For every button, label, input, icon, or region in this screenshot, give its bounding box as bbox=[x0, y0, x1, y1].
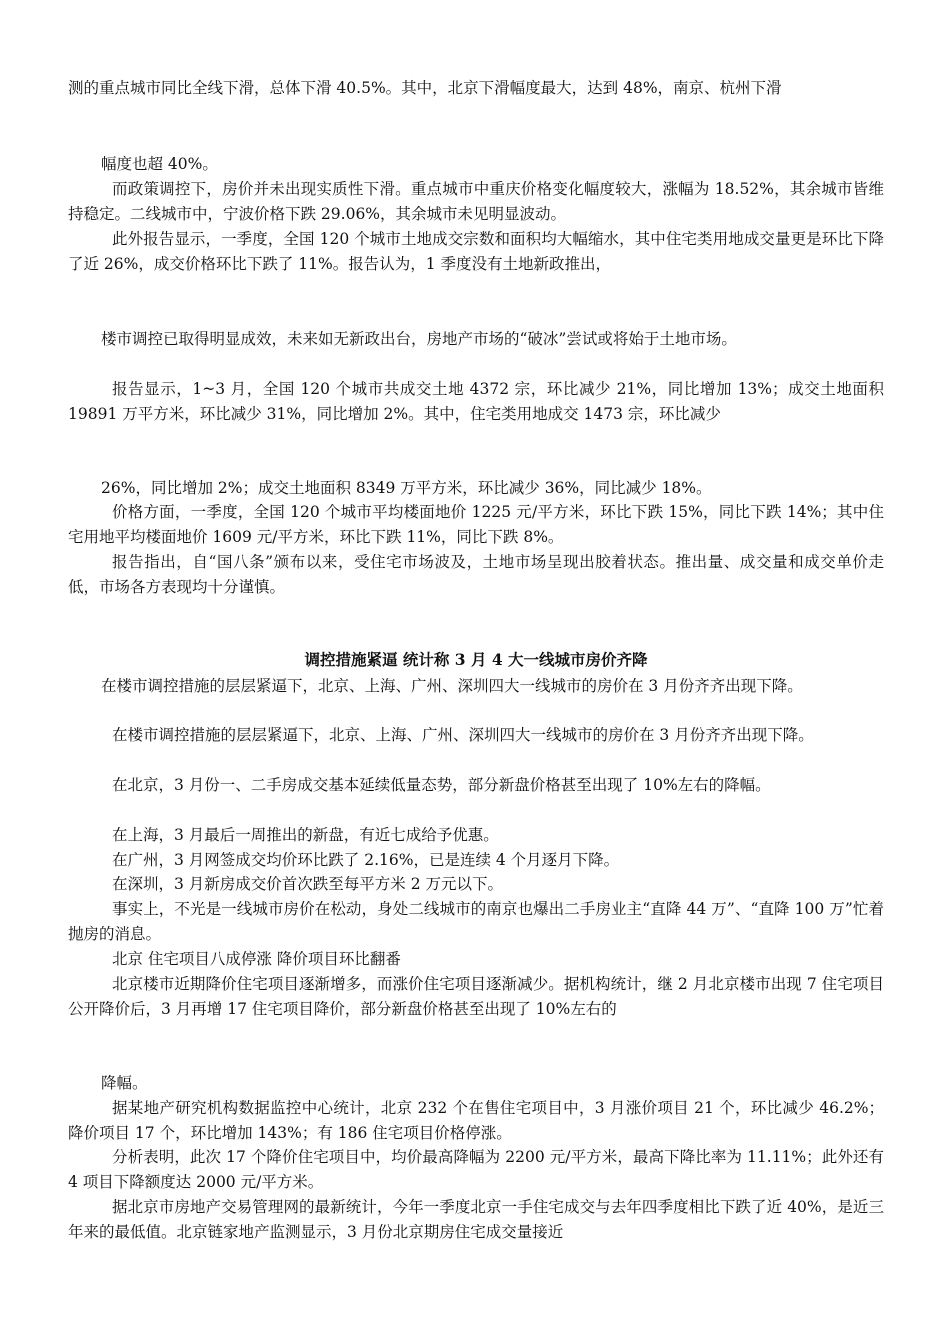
paragraph: 测的重点城市同比全线下滑，总体下滑 40.5%。其中，北京下滑幅度最大，达到 48%，南京、杭州下滑 bbox=[68, 79, 782, 97]
paragraph: 在楼市调控措施的层层紧逼下，北京、上海、广州、深圳四大一线城市的房价在 3 月份齐齐出现下降。 bbox=[112, 726, 814, 744]
paragraph: 而政策调控下，房价并未出现实质性下滑。重点城市中重庆价格变化幅度较大，涨幅为 18.52%，其余城市皆维持稳定。二线城市中，宁波价格下跌 29.06%，其余城市未见明显波动。 bbox=[68, 180, 884, 223]
paragraph: 事实上，不光是一线城市房价在松动，身处二线城市的南京也爆出二手房业主“直降 44 万”、“直降 100 万”忙着抛房的消息。 bbox=[68, 900, 884, 943]
subheading: 北京 住宅项目八成停涨 降价项目环比翻番 bbox=[112, 950, 401, 968]
paragraph: 降幅。 bbox=[101, 1074, 148, 1092]
paragraph: 据北京市房地产交易管理网的最新统计，今年一季度北京一手住宅成交与去年四季度相比下跌了近 40%，是近三年来的最低值。北京链家地产监测显示，3 月份北京期房住宅成交量接近 bbox=[68, 1198, 884, 1241]
paragraph: 在上海，3 月最后一周推出的新盘，有近七成给予优惠。 bbox=[112, 826, 499, 844]
paragraph: 分析表明，此次 17 个降价住宅项目中，均价最高降幅为 2200 元/平方米，最高下降比率为 11.11%；此外还有 4 项目下降额度达 2000 元/平方米。 bbox=[68, 1148, 884, 1191]
paragraph: 26%，同比增加 2%；成交土地面积 8349 万平方米，环比减少 36%，同比减少 18%。 bbox=[101, 479, 712, 497]
paragraph: 在广州，3 月网签成交均价环比跌了 2.16%，已是连续 4 个月逐月下降。 bbox=[112, 851, 620, 869]
paragraph: 楼市调控已取得明显成效，未来如无新政出台，房地产市场的“破冰”尝试或将始于土地市场。 bbox=[101, 330, 737, 348]
paragraph: 报告指出，自“国八条”颁布以来，受住宅市场波及，土地市场呈现出胶着状态。推出量、成交量和成交单价走低，市场各方表现均十分谨慎。 bbox=[68, 553, 884, 596]
paragraph: 幅度也超 40%。 bbox=[101, 155, 218, 173]
paragraph: 报告显示，1~3 月，全国 120 个城市共成交土地 4372 宗，环比减少 21%，同比增加 13%；成交土地面积 19891 万平方米，环比减少 31%，同比增加 2%。其中，住宅类用地成交 1473 宗，环比减少 bbox=[68, 380, 884, 423]
paragraph: 在楼市调控措施的层层紧逼下，北京、上海、广州、深圳四大一线城市的房价在 3 月份齐齐出现下降。 bbox=[101, 677, 803, 695]
paragraph: 北京楼市近期降价住宅项目逐渐增多，而涨价住宅项目逐渐减少。据机构统计，继 2 月北京楼市出现 7 住宅项目公开降价后，3 月再增 17 住宅项目降价，部分新盘价格甚至出现了 10%左右的 bbox=[68, 975, 884, 1018]
paragraph: 据某地产研究机构数据监控中心统计，北京 232 个在售住宅项目中，3 月涨价项目 21 个，环比减少 46.2%；降价项目 17 个，环比增加 143%；有 186 住宅项目价格停涨。 bbox=[68, 1099, 884, 1142]
paragraph: 在深圳，3 月新房成交价首次跌至每平方米 2 万元以下。 bbox=[112, 875, 504, 893]
paragraph: 此外报告显示，一季度，全国 120 个城市土地成交宗数和面积均大幅缩水，其中住宅类用地成交量更是环比下降了近 26%，成交价格环比下跌了 11%。报告认为，1 季度没有土地新政推出， bbox=[68, 230, 884, 273]
section-title: 调控措施紧逼 统计称 3 月 4 大一线城市房价齐降 bbox=[304, 650, 648, 669]
paragraph: 在北京，3 月份一、二手房成交基本延续低量态势，部分新盘价格甚至出现了 10%左右的降幅。 bbox=[112, 776, 771, 794]
paragraph: 价格方面，一季度，全国 120 个城市平均楼面地价 1225 元/平方米，环比下跌 15%，同比下跌 14%；其中住宅用地平均楼面地价 1609 元/平方米，环比下跌 11%，同比下跌 8%。 bbox=[68, 503, 884, 546]
